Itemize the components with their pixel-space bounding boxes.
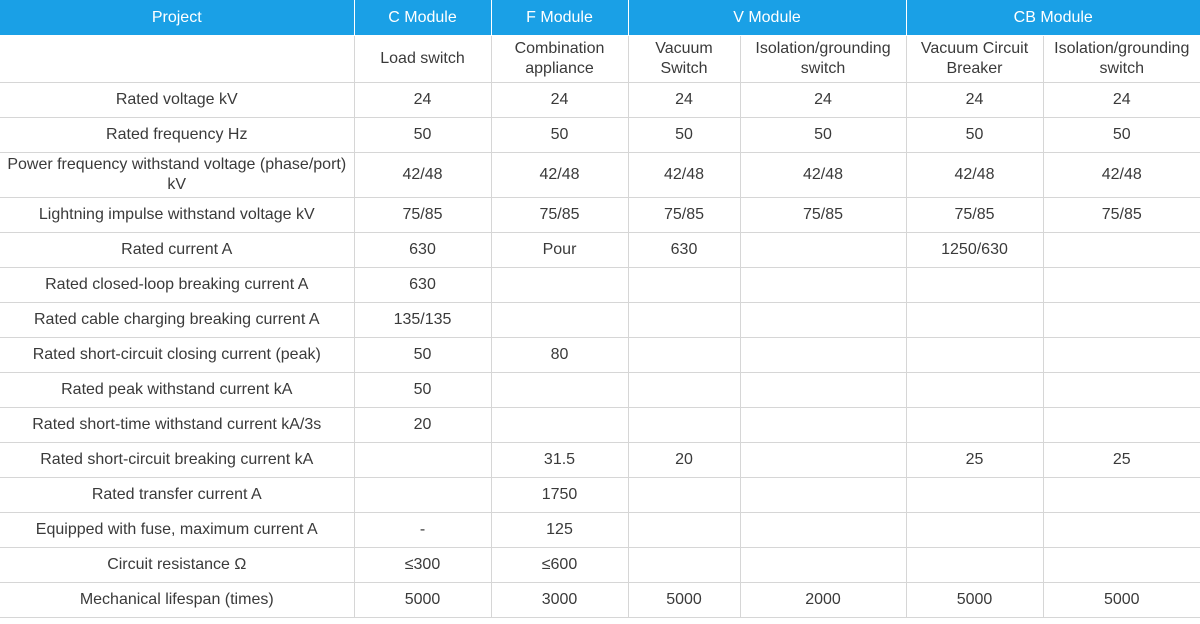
row-label: Rated short-circuit breaking current kA xyxy=(0,443,354,478)
table-row xyxy=(0,268,1200,303)
table-cell: 24 xyxy=(740,83,906,118)
table-cell: 42/48 xyxy=(906,153,1043,198)
table-cell xyxy=(740,233,906,268)
header-cb-module: CB Module xyxy=(906,0,1200,36)
table-cell xyxy=(740,513,906,548)
table-cell: 75/85 xyxy=(740,198,906,233)
table-body xyxy=(0,83,1200,618)
table-cell xyxy=(1043,373,1200,408)
table-cell xyxy=(906,338,1043,373)
table-cell: 80 xyxy=(491,338,628,373)
table-row xyxy=(0,513,1200,548)
table-cell xyxy=(906,373,1043,408)
table-row xyxy=(0,118,1200,153)
table-cell xyxy=(1043,303,1200,338)
table-cell: 42/48 xyxy=(628,153,740,198)
row-label: Rated short-circuit closing current (peak) xyxy=(0,338,354,373)
table-cell xyxy=(906,303,1043,338)
table-cell: 24 xyxy=(906,83,1043,118)
header-c-module: C Module xyxy=(354,0,491,36)
subheader-row xyxy=(0,36,1200,83)
table-cell: 5000 xyxy=(906,583,1043,618)
table-row xyxy=(0,548,1200,583)
table-row xyxy=(0,83,1200,118)
table-cell xyxy=(740,303,906,338)
table-cell: 125 xyxy=(491,513,628,548)
table-cell: 50 xyxy=(1043,118,1200,153)
header-row xyxy=(0,0,1200,36)
table-cell: 5000 xyxy=(628,583,740,618)
table-cell: 50 xyxy=(740,118,906,153)
table-cell: 1250/630 xyxy=(906,233,1043,268)
table-cell: - xyxy=(354,513,491,548)
row-label: Rated closed-loop breaking current A xyxy=(0,268,354,303)
row-label: Rated frequency Hz xyxy=(0,118,354,153)
table-cell: 31.5 xyxy=(491,443,628,478)
table-cell xyxy=(491,268,628,303)
header-f-module: F Module xyxy=(491,0,628,36)
table-cell: 42/48 xyxy=(740,153,906,198)
table-cell xyxy=(628,373,740,408)
table-cell: 24 xyxy=(628,83,740,118)
table-cell xyxy=(740,268,906,303)
table-row xyxy=(0,233,1200,268)
table-cell: 75/85 xyxy=(354,198,491,233)
row-label: Rated peak withstand current kA xyxy=(0,373,354,408)
table-cell xyxy=(628,408,740,443)
table-cell: 20 xyxy=(628,443,740,478)
table-cell xyxy=(628,513,740,548)
table-cell: 630 xyxy=(354,233,491,268)
table-cell xyxy=(491,303,628,338)
table-cell xyxy=(906,513,1043,548)
row-label: Mechanical lifespan (times) xyxy=(0,583,354,618)
table-row xyxy=(0,408,1200,443)
table-cell xyxy=(628,548,740,583)
table-cell: ≤300 xyxy=(354,548,491,583)
table-row xyxy=(0,153,1200,198)
row-label: Circuit resistance Ω xyxy=(0,548,354,583)
row-label: Rated short-time withstand current kA/3s xyxy=(0,408,354,443)
subheader-v-vacuum-switch: Vacuum Switch xyxy=(628,36,740,83)
table-cell: 50 xyxy=(354,338,491,373)
table-cell xyxy=(491,408,628,443)
table-cell: 42/48 xyxy=(491,153,628,198)
table-cell: 24 xyxy=(354,83,491,118)
table-cell: 50 xyxy=(354,373,491,408)
table-cell xyxy=(1043,233,1200,268)
table-row xyxy=(0,443,1200,478)
table-cell xyxy=(1043,478,1200,513)
row-label: Equipped with fuse, maximum current A xyxy=(0,513,354,548)
table-cell xyxy=(628,478,740,513)
table-cell: 630 xyxy=(354,268,491,303)
table-cell: 5000 xyxy=(354,583,491,618)
table-row xyxy=(0,303,1200,338)
table-row xyxy=(0,583,1200,618)
row-label: Rated voltage kV xyxy=(0,83,354,118)
table-cell xyxy=(628,268,740,303)
subheader-f-combination: Combination appliance xyxy=(491,36,628,83)
table-cell xyxy=(740,548,906,583)
table-cell: 25 xyxy=(906,443,1043,478)
row-label: Power frequency withstand voltage (phase/port) kV xyxy=(0,153,354,198)
header-project: Project xyxy=(0,0,354,36)
row-label: Rated transfer current A xyxy=(0,478,354,513)
table-cell xyxy=(740,443,906,478)
table-cell: 42/48 xyxy=(354,153,491,198)
table-cell xyxy=(906,548,1043,583)
table-cell xyxy=(740,338,906,373)
table-cell xyxy=(1043,268,1200,303)
table-cell: 75/85 xyxy=(491,198,628,233)
table-cell xyxy=(628,338,740,373)
table-cell xyxy=(354,443,491,478)
table-cell: 24 xyxy=(1043,83,1200,118)
table-cell: 25 xyxy=(1043,443,1200,478)
table-row xyxy=(0,338,1200,373)
subheader-v-isolation: Isolation/grounding switch xyxy=(740,36,906,83)
table-cell xyxy=(906,408,1043,443)
table-cell: ≤600 xyxy=(491,548,628,583)
table-cell xyxy=(1043,338,1200,373)
table-row xyxy=(0,478,1200,513)
subheader-blank xyxy=(0,36,354,83)
table-cell: 5000 xyxy=(1043,583,1200,618)
table-cell xyxy=(354,478,491,513)
row-label: Lightning impulse withstand voltage kV xyxy=(0,198,354,233)
table-cell: 630 xyxy=(628,233,740,268)
table-cell: 135/135 xyxy=(354,303,491,338)
table-cell: 24 xyxy=(491,83,628,118)
table-cell xyxy=(740,373,906,408)
table-cell xyxy=(1043,513,1200,548)
table-header xyxy=(0,0,1200,83)
table-cell: Pour xyxy=(491,233,628,268)
table-cell xyxy=(906,268,1043,303)
table-cell: 50 xyxy=(354,118,491,153)
table-cell: 42/48 xyxy=(1043,153,1200,198)
table-cell: 50 xyxy=(491,118,628,153)
subheader-cb-vacuum-breaker: Vacuum Circuit Breaker xyxy=(906,36,1043,83)
table-cell: 50 xyxy=(628,118,740,153)
table-cell xyxy=(491,373,628,408)
table-cell: 75/85 xyxy=(906,198,1043,233)
subheader-cb-isolation: Isolation/grounding switch xyxy=(1043,36,1200,83)
row-label: Rated cable charging breaking current A xyxy=(0,303,354,338)
table-cell: 75/85 xyxy=(628,198,740,233)
table-row xyxy=(0,373,1200,408)
table-cell: 2000 xyxy=(740,583,906,618)
header-v-module: V Module xyxy=(628,0,906,36)
table-cell: 75/85 xyxy=(1043,198,1200,233)
table-cell xyxy=(740,478,906,513)
table-cell: 3000 xyxy=(491,583,628,618)
table-cell xyxy=(628,303,740,338)
table-cell: 1750 xyxy=(491,478,628,513)
table-cell xyxy=(740,408,906,443)
table-cell xyxy=(906,478,1043,513)
table-cell: 50 xyxy=(906,118,1043,153)
table-cell xyxy=(1043,548,1200,583)
table-cell xyxy=(1043,408,1200,443)
subheader-c-load-switch: Load switch xyxy=(354,36,491,83)
row-label: Rated current A xyxy=(0,233,354,268)
table-cell: 20 xyxy=(354,408,491,443)
table-row xyxy=(0,198,1200,233)
